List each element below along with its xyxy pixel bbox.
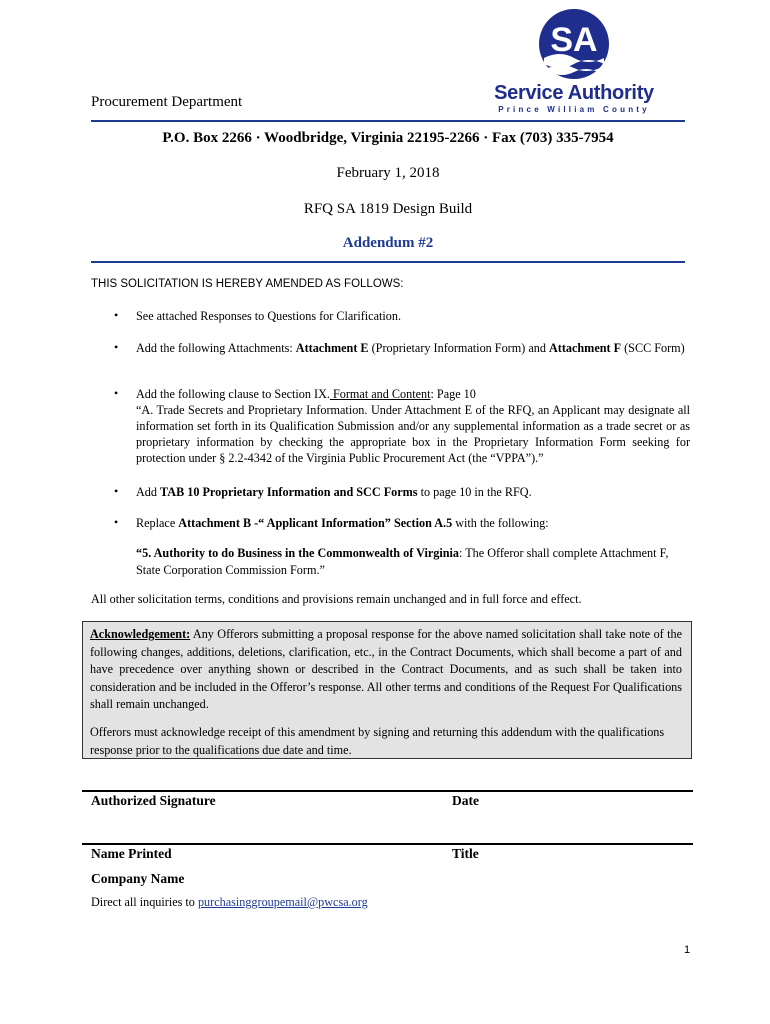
item-text: to page 10 in the RFQ. bbox=[417, 485, 532, 499]
item-text: Add the following Attachments: bbox=[136, 341, 296, 355]
attachment-e-ref: Attachment E bbox=[295, 341, 369, 355]
item-text: See attached Responses to Questions for Clarification. bbox=[136, 309, 402, 323]
addendum-title: Addendum #2 bbox=[342, 235, 434, 251]
bullet-icon: • bbox=[114, 484, 119, 498]
tab10-ref: TAB 10 Proprietary Information and SCC Forms bbox=[160, 485, 418, 499]
logo-subtitle: Prince William County bbox=[498, 105, 650, 114]
department-label: Procurement Department bbox=[91, 94, 243, 110]
list-item bbox=[136, 308, 690, 324]
item-text: Replace bbox=[136, 516, 179, 530]
acknowledgement-text bbox=[90, 626, 682, 714]
bullet-icon: • bbox=[114, 340, 119, 354]
logo-mark-text: SA bbox=[550, 21, 598, 59]
bullet-icon: • bbox=[114, 386, 119, 400]
item-text: : Page 10 bbox=[430, 387, 476, 401]
other-terms: All other solicitation terms, conditions and provisions remain unchanged and in full force and effect. bbox=[91, 592, 582, 606]
logo-title: Service Authority bbox=[494, 82, 654, 104]
inquiries-line bbox=[91, 895, 368, 910]
sa-logo-icon bbox=[538, 8, 610, 80]
bullet-icon: • bbox=[114, 308, 119, 322]
item-text: Add the following clause to Section IX. bbox=[136, 387, 330, 401]
amend-heading: THIS SOLICITATION IS HEREBY AMENDED AS FOLLOWS: bbox=[91, 278, 404, 290]
acknowledgement-box bbox=[82, 621, 692, 759]
company-name-label: Company Name bbox=[91, 871, 185, 886]
rfq-title: RFQ SA 1819 Design Build bbox=[303, 201, 473, 217]
title-label: Title bbox=[452, 846, 479, 861]
trade-secrets-clause: “A. Trade Secrets and Proprietary Information. Under Attachment E of the RFQ, an Applicant may designate all information set forth in its Qualification Submission and/or any supplemental information as a trade secret or as proprietary information by checking the appropriate box in the Proprietary Information Form seeking for protection under § 2.2-4342 of the Virginia Public Procurement Act (the “VPPA”).” bbox=[136, 403, 690, 465]
list-item bbox=[136, 386, 690, 466]
name-printed-label: Name Printed bbox=[91, 846, 172, 861]
clause-heading: “5. Authority to do Business in the Commonwealth of Virginia bbox=[136, 546, 459, 560]
acknowledgement-instruction: Offerors must acknowledge receipt of this amendment by signing and returning this addendum with the qualifications response prior to the qualifications due date and time. bbox=[90, 725, 665, 757]
acknowledgement-body: Any Offerors submitting a proposal response for the above named solicitation shall take note of the following changes, additions, deletions, clarification, etc., in the Contract Documents, which shall become a part of and have precedence over anything shown or described in the Contract Documents, and as such shall be taken into consideration and be included in the Offeror’s response. All other terms and conditions of the Request For Qualifications shall remain unchanged. bbox=[90, 627, 682, 711]
attachment-b-ref: Attachment B -“ Applicant Information” Section A.5 bbox=[178, 516, 453, 530]
date-label: Date bbox=[452, 793, 479, 808]
header-divider bbox=[91, 120, 685, 122]
document-date: February 1, 2018 bbox=[336, 165, 440, 181]
clause-text: : The Offeror shall complete Attachment F, State Corporation Commission Form.” bbox=[136, 546, 669, 577]
list-item bbox=[136, 484, 690, 500]
authorized-signature-label: Authorized Signature bbox=[91, 793, 216, 808]
item-text: with the following: bbox=[452, 516, 549, 530]
item-text: Add bbox=[136, 485, 161, 499]
section-format-content: Format and Content bbox=[329, 387, 431, 401]
name-divider bbox=[82, 843, 693, 845]
address-line: P.O. Box 2266 · Woodbridge, Virginia 22195-2266 · Fax (703) 335-7954 bbox=[162, 130, 614, 146]
item-text: (Proprietary Information Form) and bbox=[368, 341, 549, 355]
acknowledgement-label: Acknowledgement: bbox=[90, 627, 191, 641]
addendum-divider bbox=[91, 261, 685, 263]
attachment-f-ref: Attachment F bbox=[548, 341, 622, 355]
replacement-clause bbox=[136, 545, 686, 578]
list-item bbox=[136, 515, 690, 531]
service-authority-logo bbox=[486, 8, 662, 116]
inquiries-label: Direct all inquiries to bbox=[91, 895, 198, 909]
item-text: (SCC Form) bbox=[621, 341, 685, 355]
page-number: 1 bbox=[684, 944, 691, 956]
signature-divider bbox=[82, 790, 693, 792]
bullet-icon: • bbox=[114, 515, 119, 529]
list-item bbox=[136, 340, 690, 356]
inquiries-email-link[interactable]: purchasinggroupemail@pwcsa.org bbox=[197, 895, 368, 909]
